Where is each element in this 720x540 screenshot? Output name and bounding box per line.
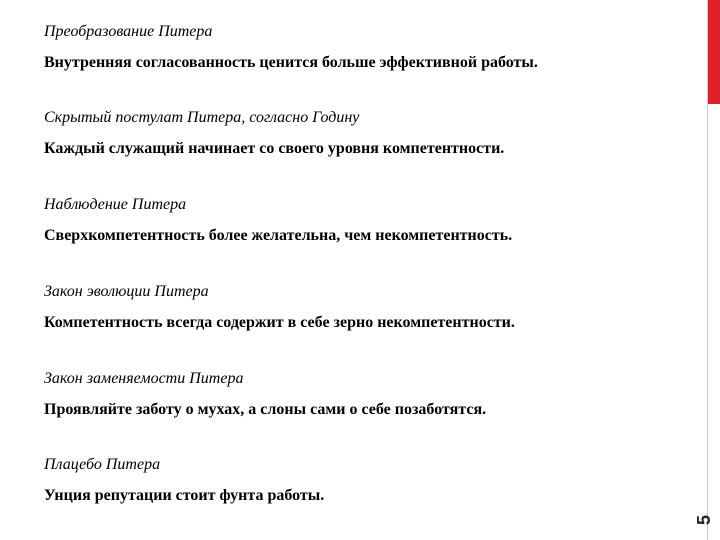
- law-text: Внутренняя согласованность ценится больше эффективной работы.: [44, 54, 538, 71]
- law-text: Проявляйте заботу о мухах, а слоны сами о себе позаботятся.: [44, 401, 487, 418]
- law-block: [44, 22, 684, 73]
- law-text: Сверхкомпетентность более желательна, чем некомпетентность.: [44, 227, 513, 244]
- law-block: [44, 369, 684, 420]
- law-text: Компетентность всегда содержит в себе зерно некомпетентности.: [44, 314, 515, 331]
- law-block: [44, 282, 684, 333]
- side-rail-accent: [708, 0, 720, 104]
- law-text: Каждый служащий начинает со своего уровня компетентности.: [44, 140, 505, 157]
- law-heading: Преобразование Питера: [44, 23, 213, 40]
- page-number: 5: [693, 515, 714, 526]
- law-heading: Закон эволюции Питера: [44, 283, 209, 300]
- law-block: [44, 108, 684, 159]
- law-text: Унция репутации стоит фунта работы.: [44, 487, 325, 504]
- law-heading: Скрытый постулат Питера, согласно Годину: [44, 109, 360, 126]
- law-block: [44, 455, 684, 506]
- law-heading: Наблюдение Питера: [44, 196, 187, 213]
- law-heading: Плацебо Питера: [44, 456, 161, 473]
- law-heading: Закон заменяемости Питера: [44, 370, 244, 387]
- law-block: [44, 195, 684, 246]
